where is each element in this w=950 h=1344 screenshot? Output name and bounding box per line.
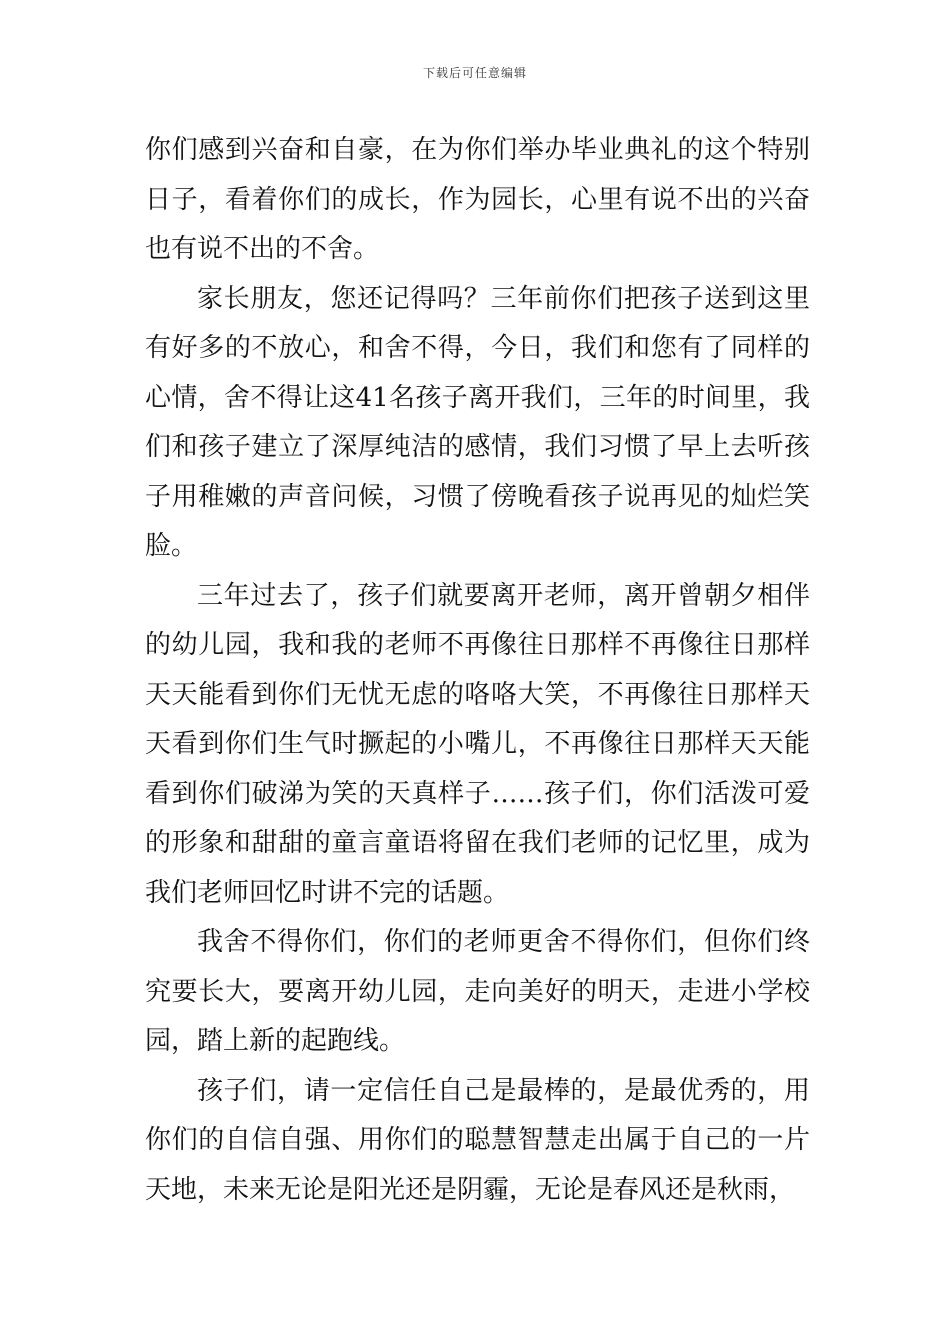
paragraph-1: 你们感到兴奋和自豪，在为你们举办毕业典礼的这个特别日子，看着你们的成长，作为园长，心里有说不出的兴奋也有说不出的不舍。 xyxy=(145,135,810,264)
paragraph-5: 孩子们，请一定信任自己是最棒的，是最优秀的，用你们的自信自强、用你们的聪慧智慧走出属于自己的一片天地，未来无论是阳光还是阴霾，无论是春风还是秋雨， xyxy=(145,1075,810,1205)
document-body xyxy=(145,126,810,1215)
paragraph-4: 我舍不得你们，你们的老师更舍不得你们，但你们终究要长大，要离开幼儿园，走向美好的明天，走进小学校园，踏上新的起跑线。 xyxy=(145,927,810,1056)
page-header-note: 下载后可任意编辑 xyxy=(422,66,527,80)
paragraph-3: 三年过去了，孩子们就要离开老师，离开曾朝夕相伴的幼儿园，我和我的老师不再像往日那样不再像往日那样天天能看到你们无忧无虑的咯咯大笑，不再像往日那样天天看到你们生气时撅起的小嘴儿，不再像往日那样天天能看到你们破涕为笑的天真样子……孩子们，你们活泼可爱的形象和甜甜的童言童语将留在我们老师的记忆里，成为我们老师回忆时讲不完的话题。 xyxy=(145,580,810,908)
paragraph-2: 家长朋友，您还记得吗？三年前你们把孩子送到这里有好多的不放心，和舍不得，今日，我们和您有了同样的心情，舍不得让这41名孩子离开我们，三年的时间里，我们和孩子建立了深厚纯洁的感情，我们习惯了早上去听孩子用稚嫩的声音问候，习惯了傍晚看孩子说再见的灿烂笑脸。 xyxy=(145,283,810,561)
